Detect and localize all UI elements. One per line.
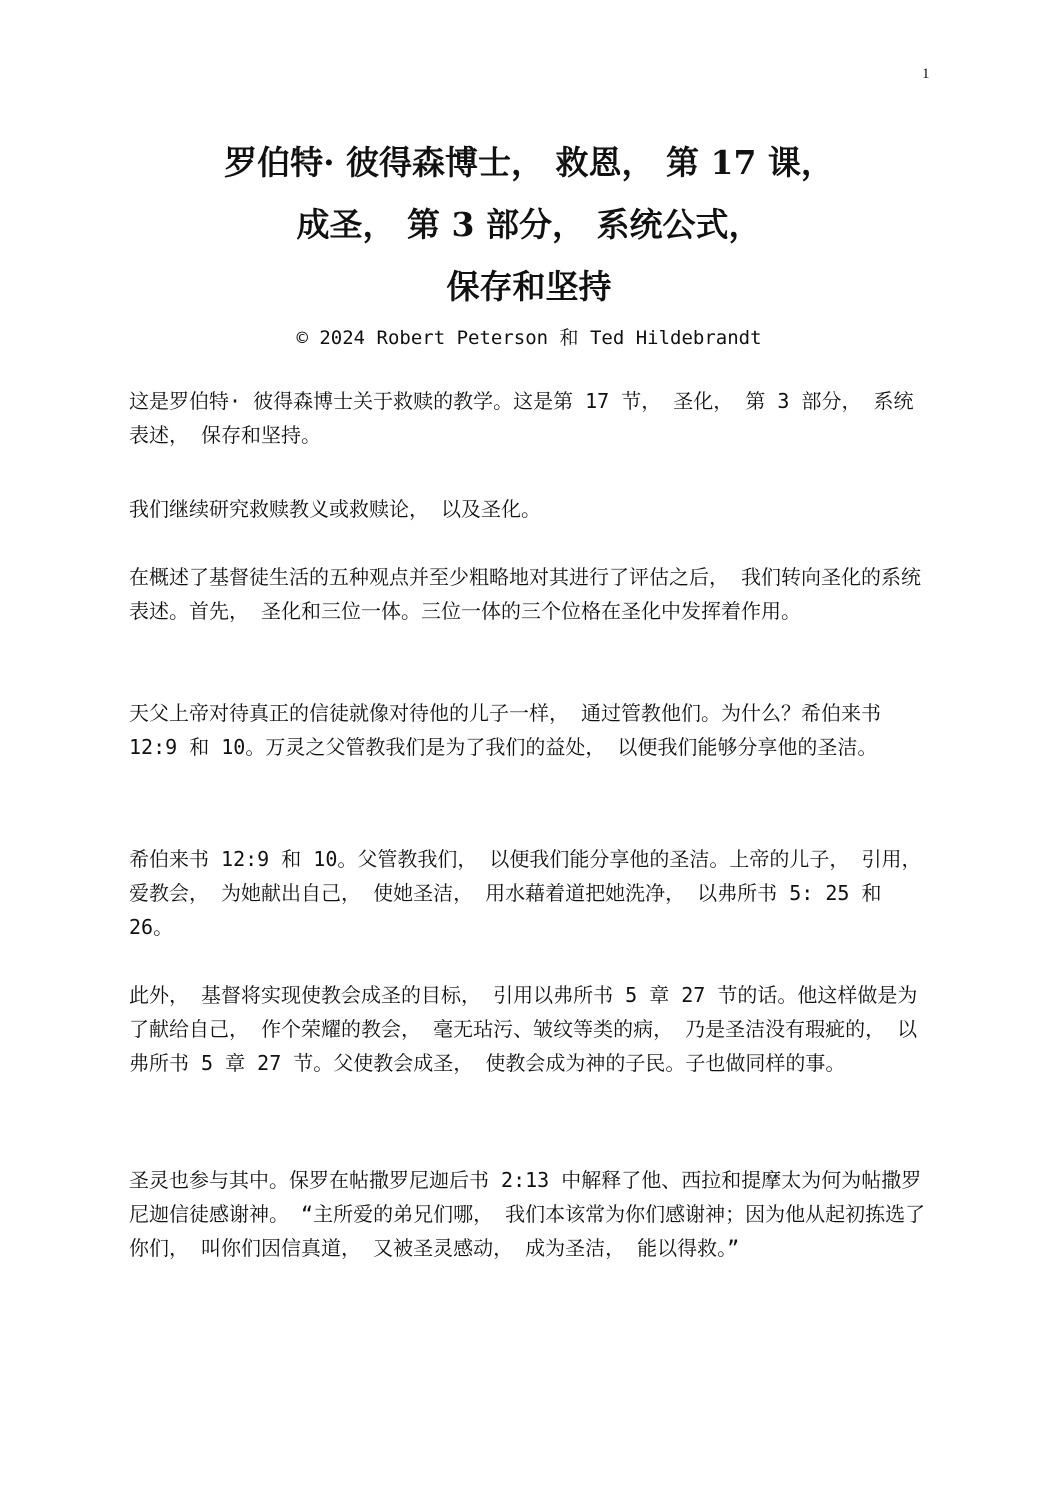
paragraph-4: 天父上帝对待真正的信徒就像对待他的儿子一样， 通过管教他们。为什么？希伯来书 12:9 和 10。万灵之父管教我们是为了我们的益处， 以便我们能够分享他的圣洁。 — [129, 701, 882, 759]
page-number: 1 — [922, 66, 930, 82]
title-line-2: 成圣， 第 3 部分， 系统公式， — [296, 205, 762, 244]
paragraph-7: 圣灵也参与其中。保罗在帖撒罗尼迦后书 2:13 中解释了他、西拉和提摩太为何为帖撒罗尼迦信徒感谢神。 “主所爱的弟兄们哪， 我们本该常为你们感谢神；因为他从起初拣选了你们， 叫你们因信真道， 又被圣灵感动， 成为圣洁， 能以得救。” — [129, 1168, 926, 1260]
paragraph-3: 在概述了基督徒生活的五种观点并至少粗略地对其进行了评估之后， 我们转向圣化的系统表述。首先， 圣化和三位一体。三位一体的三个位格在圣化中发挥着作用。 — [129, 565, 922, 623]
paragraph-6: 此外， 基督将实现使教会成圣的目标， 引用以弗所书 5 章 27 节的话。他这样做是为了献给自己， 作个荣耀的教会， 毫无玷污、皱纹等类的病， 乃是圣洁没有瑕疵的， 以弗所书 5 章 27 节。父使教会成圣， 使教会成为神的子民。子也做同样的事。 — [129, 983, 918, 1075]
title-line-1: 罗伯特· 彼得森博士， 救恩， 第 17 课， — [224, 143, 834, 182]
paragraph-1: 这是罗伯特· 彼得森博士关于救赎的教学。这是第 17 节， 圣化， 第 3 部分， 系统表述， 保存和坚持。 — [129, 389, 914, 447]
paragraph-2: 我们继续研究救赎教义或救赎论， 以及圣化。 — [129, 497, 542, 521]
title-line-3: 保存和坚持 — [446, 267, 612, 306]
document-title — [0, 132, 1058, 318]
copyright-notice: © 2024 Robert Peterson 和 Ted Hildebrandt — [296, 327, 762, 349]
paragraph-5: 希伯来书 12:9 和 10。父管教我们， 以便我们能分享他的圣洁。上帝的儿子， 引用， 爱教会， 为她献出自己， 使她圣洁， 用水藉着道把她洗净， 以弗所书 5: 25 和 26。 — [129, 847, 922, 939]
